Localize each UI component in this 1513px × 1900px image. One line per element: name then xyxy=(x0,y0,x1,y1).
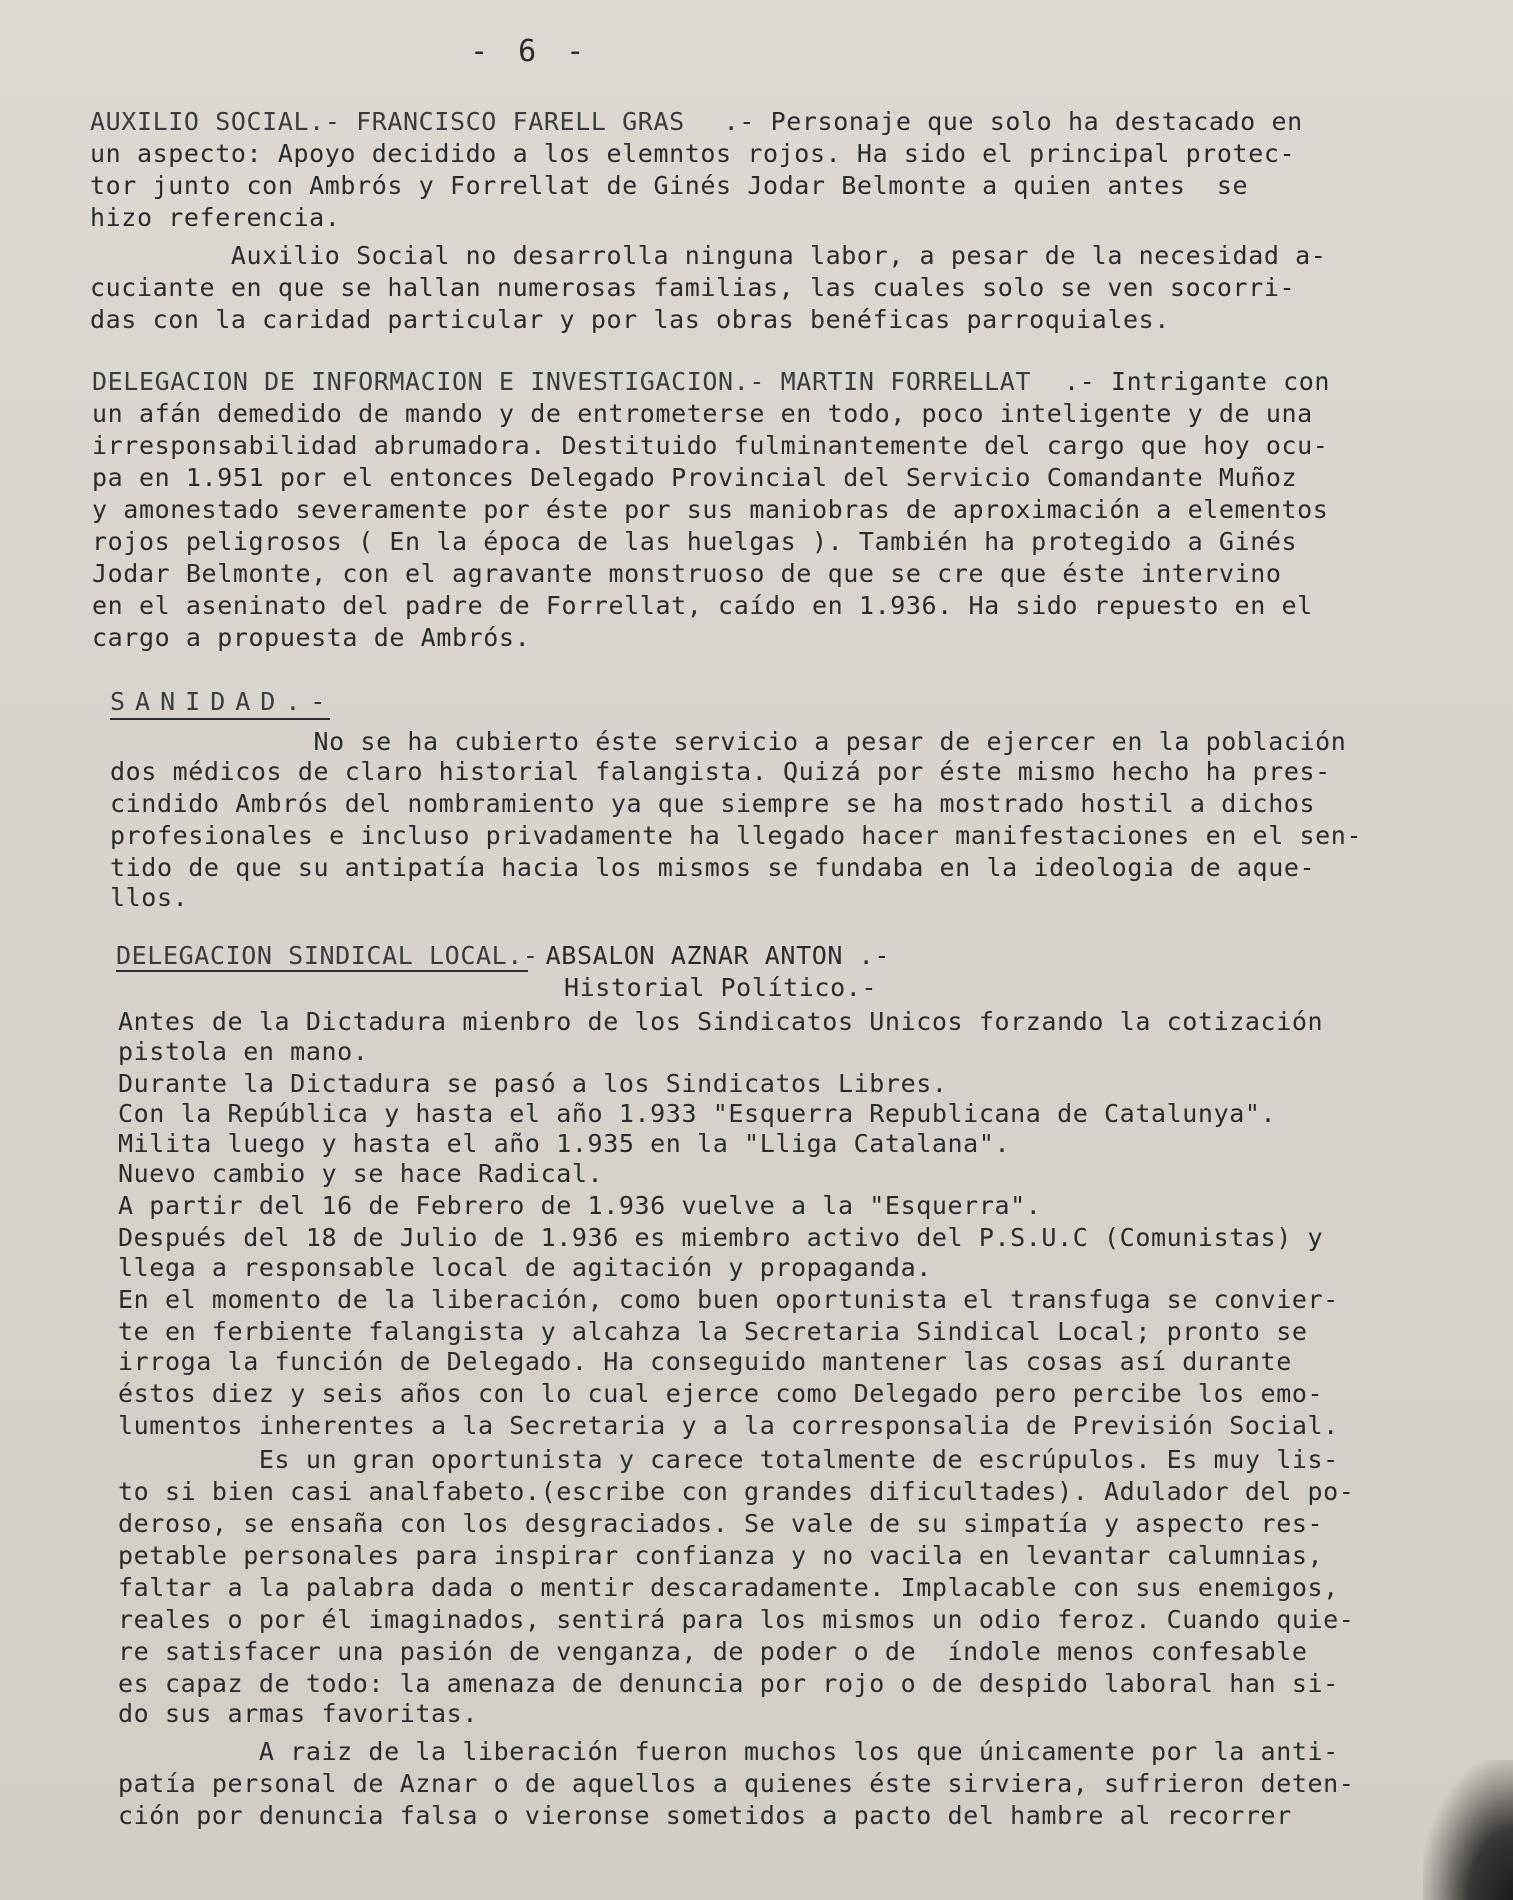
delegacion-info-heading: DELEGACION DE INFORMACION E INVESTIGACION.- MARTIN FORRELLAT xyxy=(92,367,1032,396)
delegacion-info-line-2: irresponsabilidad abrumadora. Destituido fulminantemente del cargo que hoy ocu- xyxy=(92,431,1329,460)
page-number: - 6 - xyxy=(470,34,591,69)
auxilio-line-3: hizo referencia. xyxy=(90,203,341,232)
sindical-line-20: re satisfacer una pasión de venganza, de poder o de índole menos confesable xyxy=(118,1637,1308,1666)
sanidad-line-1: dos médicos de claro historial falangista. Quizá por éste mismo hecho ha pres- xyxy=(110,757,1331,786)
sindical-line-10: te en ferbiente falangista y alcahza la Secretaria Sindical Local; pronto se xyxy=(118,1317,1308,1346)
sindical-line-21: es capaz de todo: la amenaza de denuncia por rojo o de despido laboral han si- xyxy=(118,1669,1339,1698)
delegacion-info-line-7: en el aseninato del padre de Forrellat, caído en 1.936. Ha sido repuesto en el xyxy=(92,591,1313,620)
sindical-line-17: petable personales para inspirar confianza y no vacila en levantar calumnias, xyxy=(118,1541,1324,1570)
delegacion-sindical-heading: DELEGACION SINDICAL LOCAL.- xyxy=(116,941,539,970)
sindical-line-11: irroga la función de Delegado. Ha conseguido mantener las cosas así durante xyxy=(118,1347,1292,1376)
delegacion-info-line-8: cargo a propuesta de Ambrós. xyxy=(92,623,531,652)
auxilio-line-1: un aspecto: Apoyo decidido a los elemntos rojos. Ha sido el principal protec- xyxy=(90,139,1296,168)
sindical-line-16: deroso, se ensaña con los desgraciados. Se vale de su simpatía y aspecto res- xyxy=(118,1509,1324,1538)
sindical-line-4: Milita luego y hasta el año 1.935 en la "Lliga Catalana". xyxy=(118,1129,1011,1158)
sindical-line-23: A raiz de la liberación fueron muchos los que únicamente por la anti- xyxy=(118,1737,1339,1766)
sindical-line-0: Antes de la Dictadura mienbro de los Sindicatos Unicos forzando la cotización xyxy=(118,1007,1324,1036)
sanidad-line-3: profesionales e incluso privadamente ha llegado hacer manifestaciones en el sen- xyxy=(110,821,1363,850)
delegacion-info-line-3: pa en 1.951 por el entonces Delegado Provincial del Servicio Comandante Muñoz xyxy=(92,463,1298,492)
sindical-line-18: faltar a la palabra dada o mentir descaradamente. Implacable con sus enemigos, xyxy=(118,1573,1339,1602)
sindical-line-12: éstos diez y seis años con lo cual ejerce como Delegado pero percibe los emo- xyxy=(118,1379,1324,1408)
sindical-line-25: ción por denuncia falsa o vieronse sometidos a pacto del hambre al recorrer xyxy=(118,1801,1292,1830)
delegacion-sindical-heading-rest: ABSALON AZNAR ANTON .- xyxy=(530,941,890,970)
sanidad-line-2: cindido Ambrós del nombramiento ya que siempre se ha mostrado hostil a dichos xyxy=(110,789,1316,818)
delegacion-sindical-underline xyxy=(116,970,528,972)
delegacion-sindical-subheading: Historial Político.- xyxy=(564,973,878,1002)
sindical-line-24: patía personal de Aznar o de aquellos a quienes éste sirviera, sufrieron deten- xyxy=(118,1769,1355,1798)
delegacion-info-line-4: y amonestado severamente por éste por sus maniobras de aproximación a elementos xyxy=(92,495,1329,524)
sindical-line-6: A partir del 16 de Febrero de 1.936 vuelve a la "Esquerra". xyxy=(118,1191,1042,1220)
page-corner-shadow xyxy=(1423,1760,1513,1900)
sindical-line-14: Es un gran oportunista y carece totalmente de escrúpulos. Es muy lis- xyxy=(118,1445,1339,1474)
sanidad-heading: SANIDAD.- xyxy=(110,687,336,716)
auxilio-line-2: tor junto con Ambrós y Forrellat de Ginés Jodar Belmonte a quien antes se xyxy=(90,171,1249,200)
sanidad-line-5: llos. xyxy=(110,883,189,912)
auxilio-line-6: das con la caridad particular y por las obras benéficas parroquiales. xyxy=(90,305,1170,334)
delegacion-info-line-5: rojos peligrosos ( En la época de las huelgas ). También ha protegido a Ginés xyxy=(92,527,1298,556)
delegacion-info-line-1: un afán demedido de mando y de entrometerse en todo, poco inteligente y de una xyxy=(92,399,1313,428)
sindical-line-9: En el momento de la liberación, como buen oportunista el transfuga se convier- xyxy=(118,1285,1339,1314)
delegacion-info-line-0: .- Intrigante con xyxy=(1064,367,1331,396)
sanidad-underline xyxy=(110,718,330,720)
auxilio-line-5: cuciante en que se hallan numerosas familias, las cuales solo se ven socorri- xyxy=(90,273,1296,302)
sindical-line-8: llega a responsable local de agitación y propaganda. xyxy=(118,1253,932,1282)
sindical-line-22: do sus armas favoritas. xyxy=(118,1699,478,1728)
auxilio-line-4: Auxilio Social no desarrolla ninguna labor, a pesar de la necesidad a- xyxy=(90,241,1327,270)
sindical-line-13: lumentos inherentes a la Secretaria y a la corresponsalia de Previsión Social. xyxy=(118,1411,1339,1440)
sindical-line-2: Durante la Dictadura se pasó a los Sindicatos Libres. xyxy=(118,1069,948,1098)
sindical-line-15: to si bien casi analfabeto.(escribe con grandes dificultades). Adulador del po- xyxy=(118,1477,1355,1506)
sindical-line-7: Después del 18 de Julio de 1.936 es miembro activo del P.S.U.C (Comunistas) y xyxy=(118,1223,1324,1252)
sanidad-line-0: No se ha cubierto éste servicio a pesar de ejercer en la población xyxy=(110,727,1347,756)
sindical-line-5: Nuevo cambio y se hace Radical. xyxy=(118,1159,604,1188)
sindical-line-3: Con la República y hasta el año 1.933 "Esquerra Republicana de Catalunya". xyxy=(118,1099,1277,1128)
sindical-line-1: pistola en mano. xyxy=(118,1037,369,1066)
sindical-line-19: reales o por él imaginados, sentirá para los mismos un odio feroz. Cuando quie- xyxy=(118,1605,1355,1634)
sanidad-line-4: tido de que su antipatía hacia los mismos se fundaba en la ideologia de aque- xyxy=(110,853,1316,882)
auxilio-heading: AUXILIO SOCIAL.- FRANCISCO FARELL GRAS xyxy=(90,107,685,136)
auxilio-line-0: .- Personaje que solo ha destacado en xyxy=(708,107,1303,136)
delegacion-info-line-6: Jodar Belmonte, con el agravante monstruoso de que se cre que éste intervino xyxy=(92,559,1282,588)
